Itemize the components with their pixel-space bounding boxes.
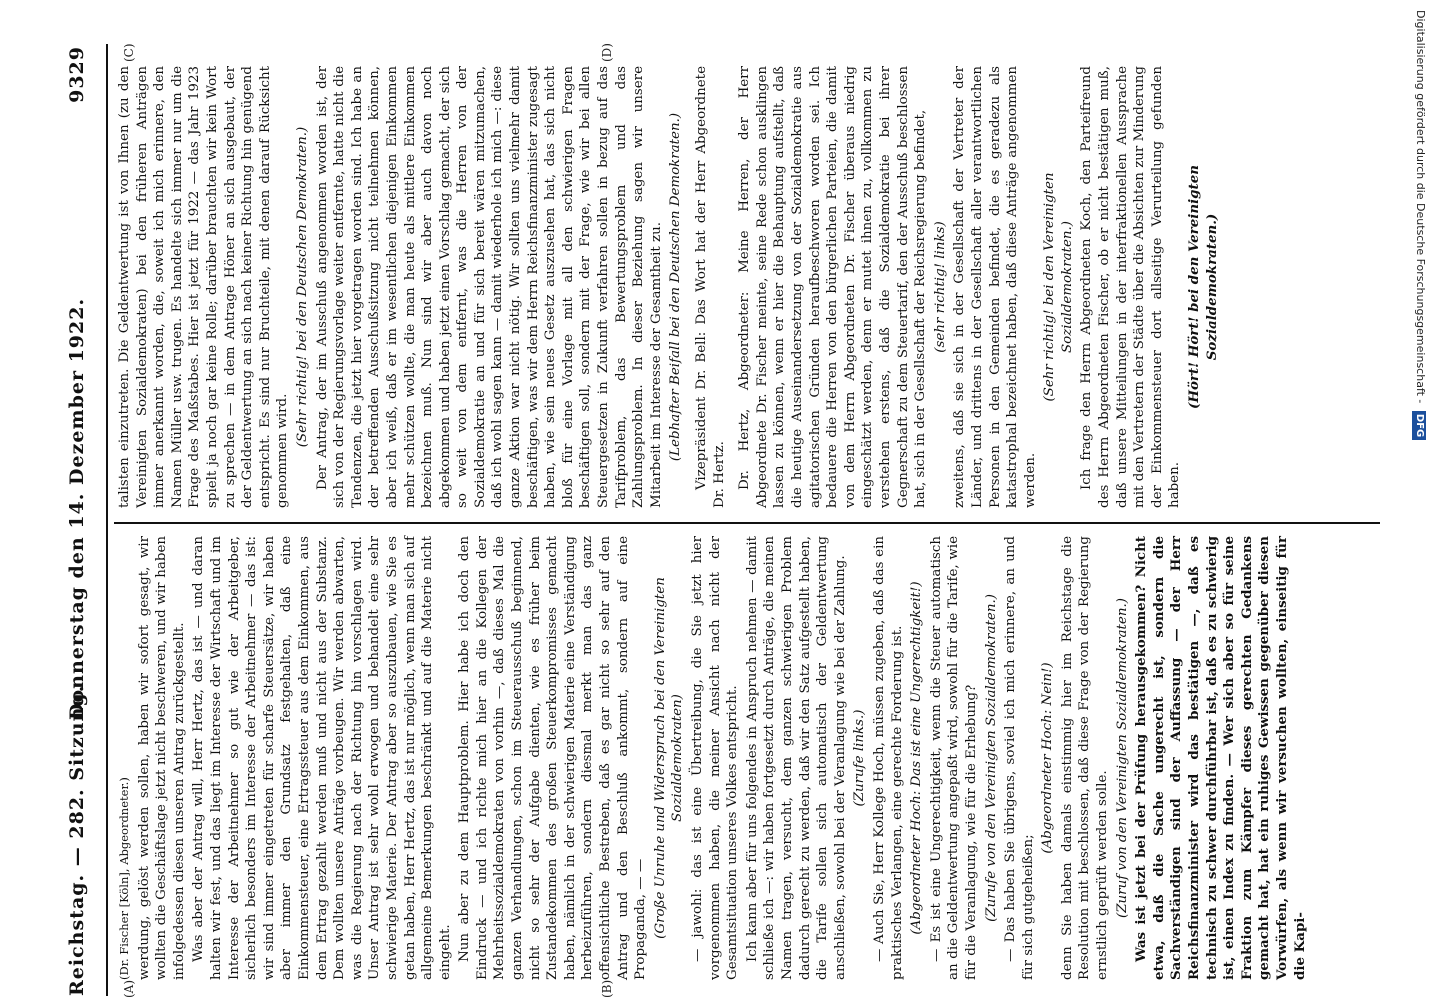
page-number: 9329: [66, 46, 88, 103]
paragraph: Was aber der Antrag will, Herr Hertz, das ist — und daran halten wir fest, und das liegt im Interesse der Wirtschaft und im Interesse der Arbeitnehmer so gut wie der Arbeitgeber, sicherlich besonders im Interesse der Arbeitnehmer — das ist: wir sind immer eingetreten für scharfe Steuersätze, wir haben aber immer den Grundsatz festgehalten, daß eine Einkommensteuer, eine Ertragssteuer aus dem Einkommen, aus dem Ertrag gezahlt werden muß und nicht aus der Substanz. Dem wollten unsere Anträge vorbeugen. Wir werden abwarten, was die Regierung nach der Richtung hin vorschlagen wird. Unser Antrag ist sehr wohl erwogen und behandelt eine sehr schwierige Materie. Der Antrag aber so auszubauen, wie Sie es getan haben, Herr Hertz, das ist nur möglich, wenn man sich auf allgemeine Bemerkungen beschränkt und auf die Materie nicht eingeht.: [191, 536, 453, 980]
interjection: (sehr richtig! links): [932, 221, 948, 353]
left-text-column: [116, 536, 1308, 980]
interjection: (Abgeordneter Hoch: Nein!): [1040, 662, 1056, 854]
interjection: (Hört! Hört! bei den Vereinigten Sozialdemokraten.): [1186, 165, 1220, 409]
paragraph: werdung, gelöst werden sollen, haben wir sofort gesagt, wir wollten die Geschäftslage jetzt nicht beschweren, und wir haben infolgedessen diesen unseren Antrag zurückgestellt.: [136, 536, 187, 980]
paragraph: — Auch Sie, Herr Kollege Hoch, müssen zugeben, daß das ein praktisches Verlangen, eine gerechte Forderung ist.: [871, 536, 905, 980]
interjection: (Große Unruhe und Widerspruch bei den Vereinigten Sozialdemokraten): [652, 577, 686, 939]
interjection: (Zuruf von den Vereinigten Sozialdemokraten.): [1114, 598, 1130, 918]
paragraph: denn Sie haben damals einstimmig hier im Reichstage die Resolution mit beschlossen, daß diese Frage von der Regierung ernstlich geprüft werden solle.: [1059, 536, 1111, 980]
column-marker-a: (A): [122, 979, 136, 998]
column-marker-d: (D): [600, 43, 614, 62]
dfg-logo: DFG: [1412, 411, 1426, 440]
scanned-page: [60, 40, 1400, 1000]
interjection: (Lebhafter Beifall bei den Deutschen Demokraten.): [668, 112, 684, 462]
paragraph: talisten einzutreten. Die Geldentwertung ist von Ihnen (zu den Vereinigten Sozialdemokraten) bei den früheren Anträgen immer anerkannt worden, die, soweit ich mich erinnere, den Namen Müller usw. trugen. Es handelte sich immer nur um die Frage des Maßstabes. Hier ist jetzt für 1922 — das Jahr 1923 spielt ja noch gar keine Rolle; darüber brauchten wir kein Wort zu sprechen — in dem Antrage Höner an sich ausgebaut, der der Geldentwertung an sich nach keiner Richtung hin genügend entspricht. Es sind nur Bruchteile, mit denen darauf Rücksicht genommen wird.: [117, 66, 291, 508]
page-header-title: Reichstag. — 282. Sitzung.: [66, 684, 88, 996]
funding-side-note: [1410, 0, 1430, 1000]
column-divider: [114, 522, 1380, 524]
paragraph: Nun aber zu dem Hauptproblem. Hier habe ich doch den Eindruck — und ich richte mich hier an die Kollegen der Mehrheitssozialdemokraten von vorhin —, daß dieses Mal die ganzen Verhandlungen, schon im Steuerausschuß beginnend, nicht so sehr der Aufgabe dienten, wie es früher beim Zustandekommen des großen Steuerkompromisses gemacht haben, nämlich in der schwierigen Materie eine Verständigung herbeizuführen, sondern diesmal merkt man das ganz offensichtliche Bestreben, daß es gar nicht so sehr auf den Antrag und den Beschluß ankommt, sondern auf eine Propaganda, — —: [457, 536, 649, 980]
header-rule: [106, 44, 108, 996]
paragraph: Was ist jetzt bei der Prüfung herausgekommen? Nicht etwa, daß die Sache ungerecht ist, sondern die Sachverständigen sind der Auffassung — der Herr Reichsfinanzminister wird das bestätigen —, daß es technisch zu schwer durchführbar ist, daß es zu schwierig ist, einen Index zu finden. — Wer sich aber so für seine Fraktion zum Kämpfer dieses gerechten Gedankens gemacht hat, hat ein ruhiges Gewissen gegenüber diesen Vorwürfen, als wenn wir versuchen wollten, einseitig für die Kapi-: [1133, 536, 1308, 980]
column-marker-c: (C): [122, 43, 136, 62]
interjection: (Zurufe von den Vereinigten Sozialdemokraten.): [983, 594, 999, 922]
interjection: (Sehr richtig! bei den Deutschen Demokraten.): [294, 126, 310, 448]
interjection: (Sehr richtig! bei den Vereinigten Sozialdemokraten.): [1042, 172, 1075, 402]
page-header-date: Donnerstag den 14. Dezember 1922.: [66, 297, 88, 720]
speaker-intro: (Dr. Fischer [Köln], Abgeordneter.): [117, 777, 131, 980]
paragraph: — jawohl: das ist eine Übertreibung, die Sie jetzt hier vorgenommen haben, die meiner Ansicht nach nicht der Gesamtsituation unseres Volkes entspricht.: [690, 536, 741, 980]
paragraph: Dr. Hertz, Abgeordneter: Meine Herren, der Herr Abgeordnete Dr. Fischer meinte, seine Rede schon ausklingen lassen zu können, wenn er hier die Behauptung aufstellt, daß die heutige Auseinandersetzung von der Sozialdemokratie aus agitatorischen Gründen heraufbeschworen worden sei. Ich bedauere die Herren von den bürgerlichen Parteien, die damit von dem Herrn Abgeordneten Dr. Fischer überaus niedrig eingeschätzt werden, denn er mutet ihnen zu, vollkommen zu verstehen erstens, daß die Sozialdemokratie bei ihrer Gegnerschaft zu dem Steuertarif, den der Ausschuß beschlossen hat, sich in der Gesellschaft der Reichsregierung befindet,: [737, 66, 929, 508]
paragraph: Ich frage den Herrn Abgeordneten Koch, den Parteifreund des Herrn Abgeordneten Fischer, ob er nicht bestätigen muß, daß unsere Mitteilungen in der interfraktionellen Aussprache mit den Vertretern der Städte über die Absichten zur Minderung der Einkommensteuer dort allseitige Verurteilung gefunden haben.: [1079, 66, 1183, 508]
column-marker-b: (B): [600, 979, 614, 998]
paragraph: — Das haben Sie übrigens, soviel ich mich erinnere, an und für sich gutgeheißen;: [1003, 536, 1036, 980]
vice-president-statement: Vizepräsident Dr. Bell: Das Wort hat der Herr Abgeordnete Dr. Hertz.: [694, 66, 727, 508]
paragraph: Der Antrag, der im Ausschuß angenommen worden ist, der sich von der Regierungsvorlage weiter entfernte, hatte nicht die Tendenzen, die jetzt hier vorgetragen worden sind. Ich habe an der betreffenden Ausschußsitzung nicht teilnehmen können, aber ich weiß, daß er im wesentlichen diejenigen Einkommen mehr schützen wollte, die man heute als mittlere Einkommen bezeichnen muß. Nun sind wir aber auch davon noch abgekommen und haben jetzt einen Vorschlag gemacht, der sich so weit von dem entfernt, was die Herren von der Sozialdemokratie an und für sich bereit wären mitzumachen, daß ich wohl sagen kann — damit wiederhole ich mich —: diese ganze Aktion war nicht nötig. Wir sollten uns vielmehr damit beschäftigen, was wir dem Herrn Reichsfinanzminister zugesagt haben, wie sein neues Gesetz auszusehen hat, das sich nicht bloß für eine Vorlage mit all den schwierigen Fragen beschäftigen soll, sondern mit der Frage, wie wir bei allen Steuergesetzen in Zukunft verfahren sollen in bezug auf das Tarifproblem, das Bewertungsproblem und das Zahlungsproblem. In dieser Beziehung sagen wir unsere Mitarbeit im Interesse der Gesamtheit zu.: [314, 66, 664, 508]
interjection: (Abgeordneter Hoch: Das ist eine Ungerechtigkeit!): [909, 581, 925, 935]
interjection: (Zurufe links.): [852, 709, 868, 807]
funding-note-text: Digitalisierung gefördert durch die Deutsche Forschungsgemeinschaft -: [1414, 10, 1427, 404]
paragraph: Ich kann aber für uns folgendes in Anspruch nehmen — damit schließe ich —: wir haben fortgesetzt durch Anträge, die meinen Namen tragen, versucht, dem ganzen schwierigen Problem dadurch gerecht zu werden, daß wir den Satz aufgestellt haben, die Tarife sollen sich automatisch der Geldentwertung anschließen, sowohl bei der Veranlagung wie bei der Zahlung.: [744, 536, 848, 980]
paragraph: zweitens, daß sie sich in der Gesellschaft der Vertreter der Länder, und drittens in der Gesellschaft aller verantwortlichen Personen in den Gemeinden befindet, die es geradezu als katastrophal bezeichnet haben, daß diese Anträge angenommen werden.: [952, 66, 1038, 508]
right-text-column: [116, 66, 1220, 508]
paragraph: — Es ist eine Ungerechtigkeit, wenn die Steuer automatisch an die Geldentwertung angepaßt wird, sowohl für die Tarife, wie für die Veranlagung, wie für die Erhebung?: [928, 536, 979, 980]
